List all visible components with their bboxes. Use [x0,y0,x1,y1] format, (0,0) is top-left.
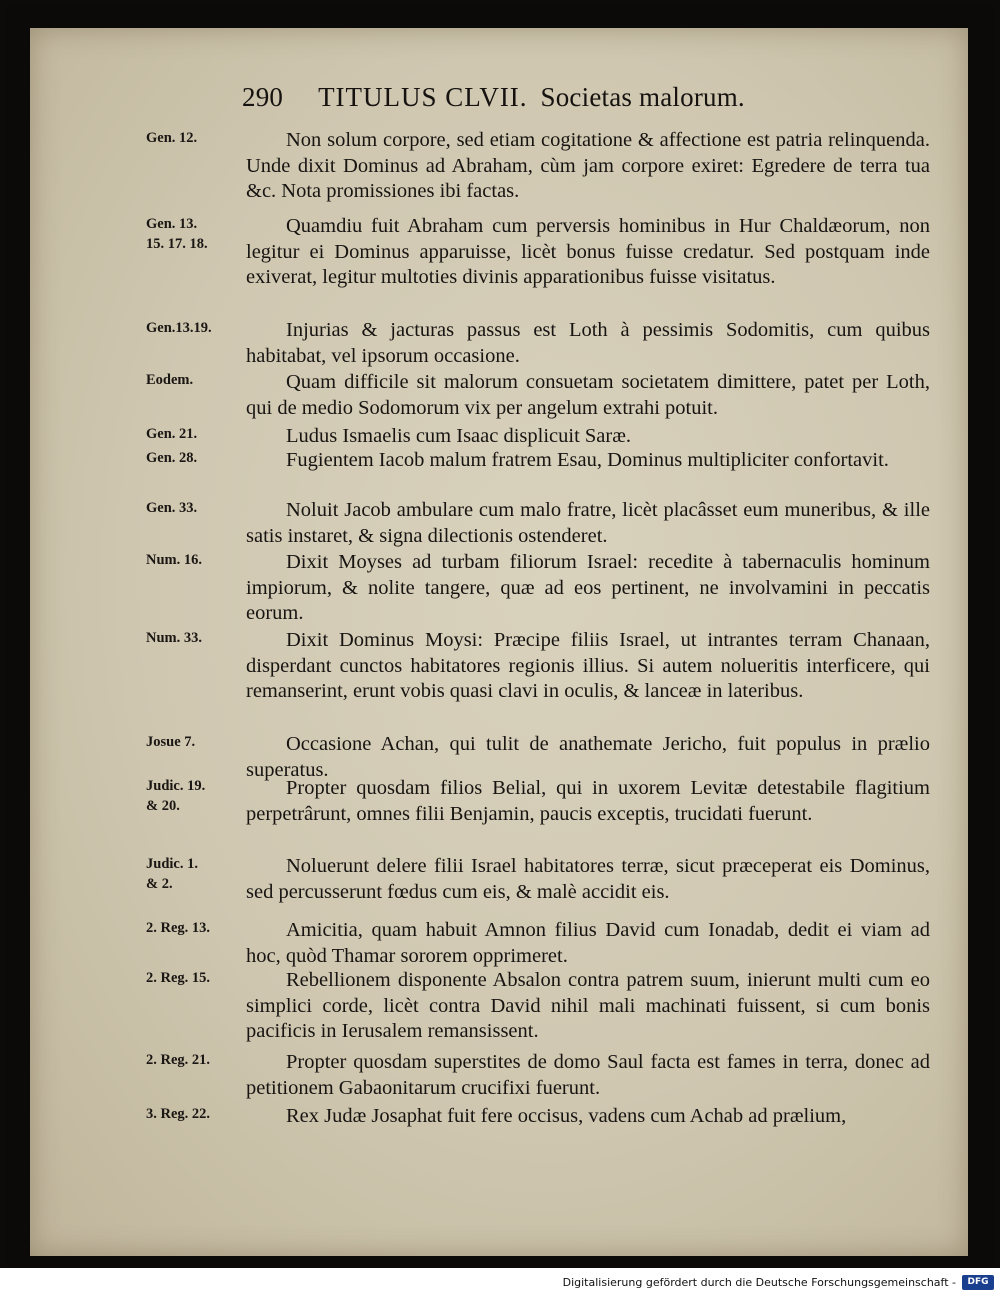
entry-text: Ludus Ismaelis cum Isaac displicuit Saræ. [286,425,632,447]
marginal-reference [146,776,256,816]
entry-text: Amicitia, quam habuit Amnon filius David cum Ionadab, dedit ei viam ad hoc, quòd Thamar sororem opprimeret. [246,919,930,967]
page-subtitle: Societas malorum. [540,82,745,112]
reference-line: 2. Reg. 15. [146,970,211,986]
marginal-reference [146,128,256,148]
entry-text: Dixit Dominus Moysi: Præcipe filiis Israel, ut intrantes terram Chanaan, disperdant cunctos habitatores regionis illius. Si autem nolueritis interficere, qui remanserint, erunt vobis quasi clavi in oculis, & lanceæ in lateribus. [246,629,930,702]
marginal-reference [146,968,256,988]
reference-line: Gen.13.19. [146,320,212,336]
entry-text: Rebellionem disponente Absalon contra patrem suum, inierunt multi cum eo simplici corde, licèt contra David nihil mali machinati fuissent, si cum bonis pacificis in Ierusalem remansissent. [246,969,930,1042]
reference-line: Judic. 19. [146,778,206,794]
book-page [30,28,968,1256]
marginal-reference [146,448,256,468]
entry-text: Dixit Moyses ad turbam filiorum Israel: recedite à tabernaculis hominum impiorum, & nolite tangere, quæ ad eos pertinent, ne involvamini in peccatis eorum. [246,551,930,624]
reference-line: Judic. 1. [146,856,198,872]
marginal-reference [146,1050,256,1070]
reference-line: 2. Reg. 13. [146,920,211,936]
entry-text: Noluerunt delere filii Israel habitatores terræ, sicut præceperat eis Dominus, sed percusserunt fœdus cum eis, & malè accidit eis. [246,855,930,903]
reference-line: Eodem. [146,372,194,388]
running-header [242,82,842,122]
page-number: 290 [242,82,284,112]
reference-line: Gen. 28. [146,450,198,466]
reference-line: 2. Reg. 21. [146,1052,211,1068]
marginal-reference [146,424,256,444]
entry-text: Rex Judæ Josaphat fuit fere occisus, vadens cum Achab ad prælium, [286,1105,847,1127]
reference-line: Gen. 33. [146,500,198,516]
marginal-reference [146,732,256,752]
entry-text: Quam difficile sit malorum consuetam societatem dimittere, patet per Loth, qui de medio Sodomorum vix per angelum extrahi potuit. [246,371,930,419]
entry-text: Occasione Achan, qui tulit de anathemate Jericho, fuit populus in prælio superatus. [246,733,930,781]
reference-line: & 2. [146,876,173,892]
reference-line: Num. 16. [146,552,202,568]
entry-text: Propter quosdam filios Belial, qui in uxorem Levitæ detestabile flagitium perpetrârunt, omnes filii Benjamin, paucis exceptis, trucidati fuerunt. [246,777,930,825]
entry-text: Injurias & jacturas passus est Loth à pessimis Sodomitis, cum quibus habitabat, vel ipsorum occasione. [246,319,930,367]
reference-line: Gen. 21. [146,426,198,442]
reference-line: Josue 7. [146,734,196,750]
marginal-reference [146,498,256,518]
dfg-logo: DFG [962,1275,994,1290]
reference-line: 3. Reg. 22. [146,1106,211,1122]
footer-credit: Digitalisierung gefördert durch die Deutsche Forschungsgemeinschaft - [562,1276,956,1289]
entry-text: Non solum corpore, sed etiam cogitatione & affectione est patria relinquenda. Unde dixit Dominus ad Abraham, cùm jam corpore exiret: Egredere de terra tua &c. Nota promissiones ibi factas. [246,129,930,202]
entry-text: Quamdiu fuit Abraham cum perversis hominibus in Hur Chaldæorum, non legitur ei Dominus apparuisse, licèt bonus fuisse credatur. Sed postquam inde exiverat, legitur multoties divinis apparationibus fuisse visitatus. [246,215,930,288]
reference-line: Num. 33. [146,630,202,646]
page-title: TITULUS CLVII. [318,82,528,112]
marginal-reference [146,214,256,254]
marginal-reference [146,550,256,570]
reference-line: Gen. 12. [146,130,198,146]
entry-text: Propter quosdam superstites de domo Saul facta est fames in terra, donec ad petitionem Gabaonitarum crucifixi fuerunt. [246,1051,930,1099]
footer-bar [0,1268,1000,1298]
entry-text: Noluit Jacob ambulare cum malo fratre, licèt placâsset eum muneribus, & ille satis instaret, & signa dilectionis ostenderet. [246,499,930,547]
marginal-reference [146,918,256,938]
marginal-reference [146,318,256,338]
marginal-reference [146,1104,256,1124]
reference-line: 15. 17. 18. [146,236,208,252]
entry-text: Fugientem Iacob malum fratrem Esau, Dominus multipliciter confortavit. [286,449,889,471]
marginal-reference [146,628,256,648]
marginal-reference [146,854,256,894]
reference-line: Gen. 13. [146,216,198,232]
marginal-reference [146,370,256,390]
reference-line: & 20. [146,798,180,814]
